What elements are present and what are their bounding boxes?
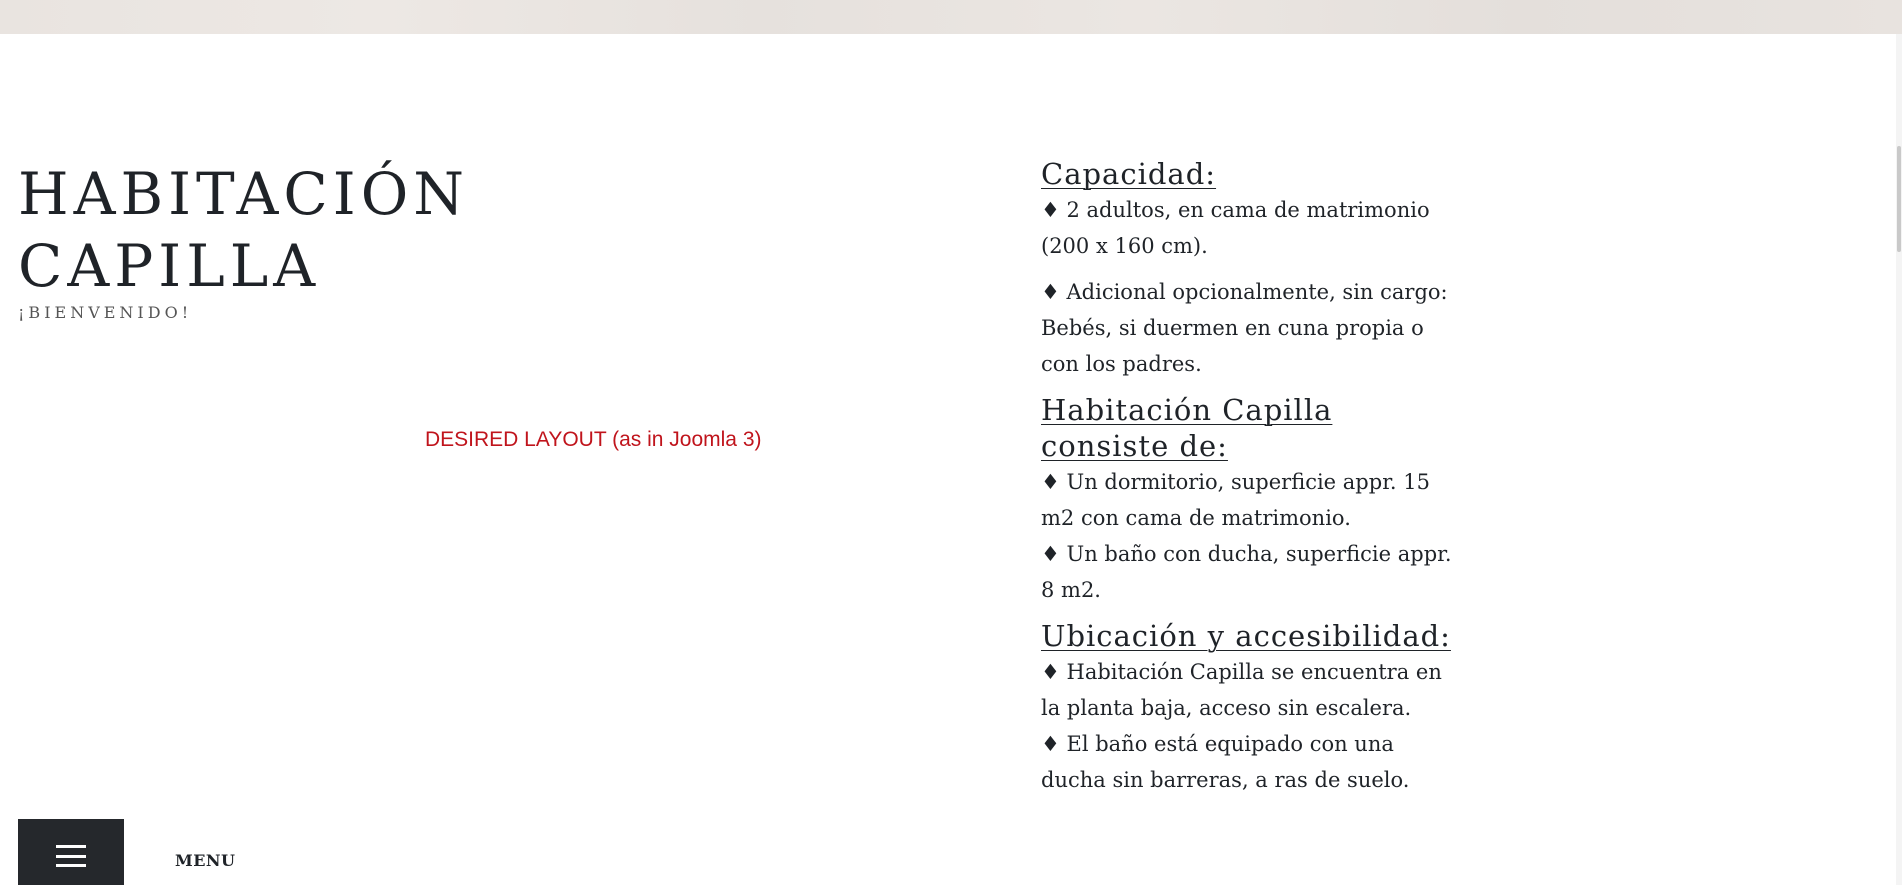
capacidad-heading: Capacidad: — [1041, 157, 1217, 191]
page-subtitle: ¡BIENVENIDO! — [18, 303, 193, 322]
consiste-item-2: ♦ Un baño con ducha, superficie appr. 8 m2. — [1041, 542, 1452, 602]
ubicacion-item-2: ♦ El baño está equipado con una ducha sin barreras, a ras de suelo. — [1041, 732, 1410, 792]
page-title-line2: CAPILLA — [18, 232, 321, 300]
page-scrollbar[interactable] — [1896, 34, 1902, 885]
scrollbar-thumb[interactable] — [1897, 146, 1901, 252]
room-details — [1041, 156, 1463, 798]
hero-image-strip — [0, 0, 1902, 34]
menu-button[interactable] — [18, 819, 124, 885]
ubicacion-heading: Ubicación y accesibilidad: — [1041, 619, 1451, 653]
hamburger-icon — [56, 845, 86, 867]
layout-note: DESIRED LAYOUT (as in Joomla 3) — [425, 428, 762, 451]
ubicacion-item-1: ♦ Habitación Capilla se encuentra en la planta baja, acceso sin escalera. — [1041, 660, 1442, 720]
page-title-line1: HABITACIÓN — [18, 160, 469, 228]
menu-label[interactable]: MENU — [175, 851, 236, 870]
capacidad-item-2: ♦ Adicional opcionalmente, sin cargo: Bebés, si duermen en cuna propia o con los padres. — [1041, 280, 1448, 376]
page-title — [18, 158, 518, 302]
capacidad-item-1: ♦ 2 adultos, en cama de matrimonio (200 x 160 cm). — [1041, 198, 1430, 258]
consiste-item-1: ♦ Un dormitorio, superficie appr. 15 m2 con cama de matrimonio. — [1041, 470, 1430, 530]
consiste-heading: Habitación Capilla consiste de: — [1041, 393, 1333, 463]
